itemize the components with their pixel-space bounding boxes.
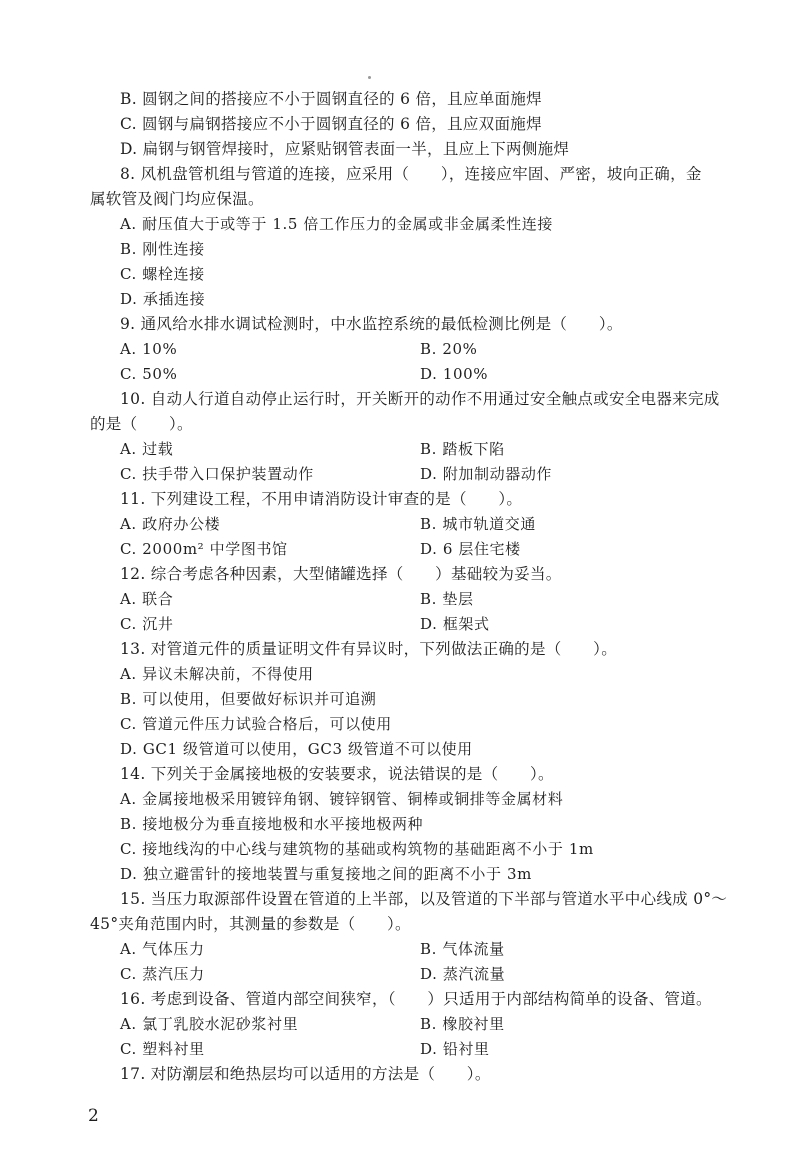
- question-13-option-c: C. 管道元件压力试验合格后，可以使用: [120, 715, 392, 733]
- question-10-option-b: B. 踏板下陷: [420, 440, 505, 458]
- question-16-option-c: C. 塑料衬里: [120, 1040, 205, 1058]
- question-14-option-d: D. 独立避雷针的接地装置与重复接地之间的距离不小于 3m: [120, 865, 532, 883]
- question-14-option-a: A. 金属接地极采用镀锌角钢、镀锌钢管、铜棒或铜排等金属材料: [120, 790, 564, 808]
- question-11-option-a: A. 政府办公楼: [120, 515, 221, 533]
- question-8-stem: 8. 风机盘管机组与管道的连接，应采用（ ），连接应牢固、严密，坡向正确，金: [120, 165, 702, 183]
- question-15-stem: 15. 当压力取源部件设置在管道的上半部，以及管道的下半部与管道水平中心线成 0°～: [120, 890, 728, 908]
- question-11-stem: 11. 下列建设工程，不用申请消防设计审查的是（ ）。: [120, 490, 523, 508]
- question-11-option-b: B. 城市轨道交通: [420, 515, 536, 533]
- question-9-option-d: D. 100%: [420, 365, 489, 383]
- carry-option-c: C. 圆钢与扁钢搭接应不小于圆钢直径的 6 倍，且应双面施焊: [120, 115, 542, 133]
- question-13-option-b: B. 可以使用，但要做好标识并可追溯: [120, 690, 377, 708]
- question-8-option-c: C. 螺栓连接: [120, 265, 205, 283]
- question-9-option-a: A. 10%: [120, 340, 178, 358]
- question-16-option-d: D. 铅衬里: [420, 1040, 490, 1058]
- question-11-option-c: C. 2000m² 中学图书馆: [120, 540, 288, 558]
- question-10-option-c: C. 扶手带入口保护装置动作: [120, 465, 314, 483]
- question-10-stem-cont: 的是（ ）。: [90, 415, 193, 433]
- question-14-option-c: C. 接地线沟的中心线与建筑物的基础或构筑物的基础距离不小于 1m: [120, 840, 594, 858]
- question-8-stem-cont: 属软管及阀门均应保温。: [90, 190, 264, 208]
- question-10-option-a: A. 过载: [120, 440, 174, 458]
- question-9-option-b: B. 20%: [420, 340, 478, 358]
- question-12-option-b: B. 垫层: [420, 590, 474, 608]
- question-12-option-a: A. 联合: [120, 590, 174, 608]
- question-9-option-c: C. 50%: [120, 365, 178, 383]
- question-10-option-d: D. 附加制动器动作: [420, 465, 553, 483]
- question-16-option-a: A. 氯丁乳胶水泥砂浆衬里: [120, 1015, 299, 1033]
- question-15-option-b: B. 气体流量: [420, 940, 505, 958]
- question-8-option-b: B. 刚性连接: [120, 240, 205, 258]
- question-16-stem: 16. 考虑到设备、管道内部空间狭窄，（ ）只适用于内部结构简单的设备、管道。: [120, 990, 712, 1008]
- question-12-option-d: D. 框架式: [420, 615, 490, 633]
- question-15-option-c: C. 蒸汽压力: [120, 965, 205, 983]
- question-11-option-d: D. 6 层住宅楼: [420, 540, 521, 558]
- question-8-option-a: A. 耐压值大于或等于 1.5 倍工作压力的金属或非金属柔性连接: [120, 215, 553, 233]
- question-16-option-b: B. 橡胶衬里: [420, 1015, 505, 1033]
- question-10-stem: 10. 自动人行道自动停止运行时，开关断开的动作不用通过安全触点或安全电器来完成: [120, 390, 720, 408]
- question-13-stem: 13. 对管道元件的质量证明文件有异议时，下列做法正确的是（ ）。: [120, 640, 618, 658]
- question-12-option-c: C. 沉井: [120, 615, 174, 633]
- carry-option-b: B. 圆钢之间的搭接应不小于圆钢直径的 6 倍，且应单面施焊: [120, 90, 542, 108]
- question-14-option-b: B. 接地极分为垂直接地极和水平接地极两种: [120, 815, 424, 833]
- carry-option-d: D. 扁钢与钢管焊接时，应紧贴钢管表面一半，且应上下两侧施焊: [120, 140, 570, 158]
- question-15-option-d: D. 蒸汽流量: [420, 965, 506, 983]
- question-9-stem: 9. 通风给水排水调试检测时，中水监控系统的最低检测比例是（ ）。: [120, 315, 623, 333]
- question-13-option-d: D. GC1 级管道可以使用，GC3 级管道不可以使用: [120, 740, 473, 758]
- scan-dot: [368, 76, 371, 79]
- question-8-option-d: D. 承插连接: [120, 290, 206, 308]
- page-number: 2: [88, 1106, 99, 1126]
- question-13-option-a: A. 异议未解决前，不得使用: [120, 665, 314, 683]
- question-15-stem-cont: 45°夹角范围内时，其测量的参数是（ ）。: [90, 915, 411, 933]
- question-15-option-a: A. 气体压力: [120, 940, 205, 958]
- question-14-stem: 14. 下列关于金属接地极的安装要求，说法错误的是（ ）。: [120, 765, 554, 783]
- question-17-stem: 17. 对防潮层和绝热层均可以适用的方法是（ ）。: [120, 1065, 491, 1083]
- question-12-stem: 12. 综合考虑各种因素，大型储罐选择（ ）基础较为妥当。: [120, 565, 562, 583]
